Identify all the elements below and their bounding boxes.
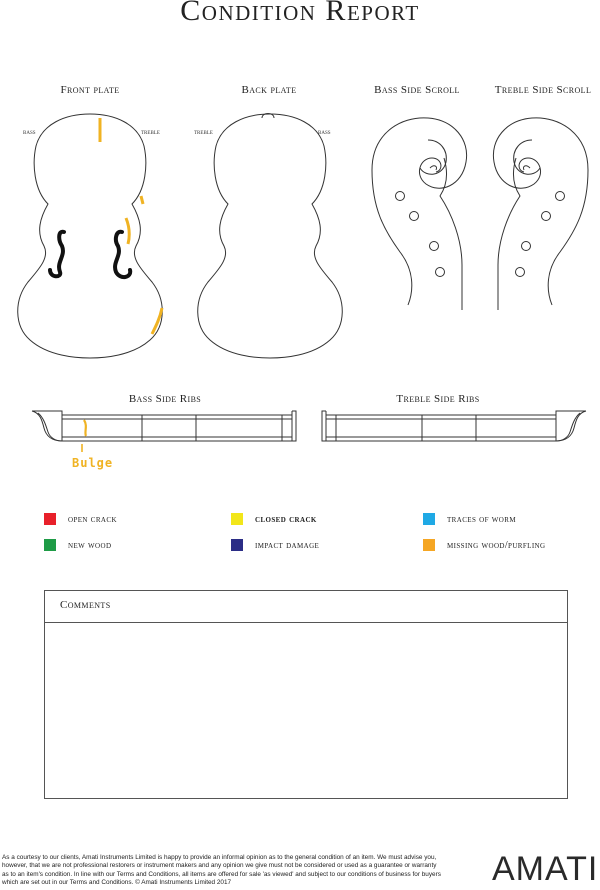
bulge-marker <box>84 420 86 436</box>
bass-side-ribs-label: Bass Side Ribs <box>128 393 202 405</box>
back-plate-outline <box>198 114 343 359</box>
legend-swatch-impact-damage <box>231 539 243 551</box>
back-bass-label: bass <box>318 128 331 136</box>
legend-swatch-missing-wood <box>423 539 435 551</box>
crack-marker-cbout <box>141 196 143 204</box>
treble-side-scroll-label: Treble Side Scroll <box>494 84 592 96</box>
crack-marker-lower <box>152 308 162 334</box>
legend-label: traces of worm <box>447 513 516 525</box>
treble-side-ribs-label: Treble Side Ribs <box>396 393 480 405</box>
treble-side-ribs <box>322 411 586 441</box>
legend-label: missing wood/purfling <box>447 539 546 551</box>
front-plate-label: Front plate <box>60 84 120 96</box>
front-bass-label: bass <box>23 128 36 136</box>
amati-logo: AMATI <box>492 850 599 888</box>
legend-item <box>44 538 111 552</box>
bass-side-ribs <box>32 411 296 452</box>
legend-item <box>44 512 117 526</box>
legend-label: open crack <box>68 513 117 525</box>
disclaimer-text: As a courtesy to our clients, Amati Instruments Limited is happy to provide an informal opinion as to the general condition of an item. We must advise you, however, that we are not professional restorers or instrument makers and any opinion we give must not be considered or used as a guarantee or warranty as to an item's condition. In line with our Terms and Conditions, all items are offered for sale 'as viewed' and subject to our conditions of business for buyers which are set out in our Terms and Conditions. © Amati Instruments Limited 2017 <box>2 854 441 886</box>
back-plate-label: Back plate <box>241 84 297 96</box>
legend-item <box>423 538 545 552</box>
legend-item <box>231 512 317 526</box>
legend-label: closed crack <box>255 513 317 525</box>
comments-field[interactable] <box>45 623 567 798</box>
bass-side-scroll-label: Bass Side Scroll <box>374 84 460 96</box>
legend-swatch-closed-crack <box>231 513 243 525</box>
legend-label: impact damage <box>255 539 320 551</box>
crack-marker-waist <box>126 218 129 244</box>
comments-heading: Comments <box>45 591 567 623</box>
back-treble-label: treble <box>194 128 213 136</box>
legend-item <box>423 512 516 526</box>
f-hole-left <box>50 232 64 277</box>
legend-swatch-new-wood <box>44 539 56 551</box>
bass-side-scroll <box>372 118 467 310</box>
comments-box <box>44 590 568 799</box>
page-title: Condition Report <box>180 0 420 27</box>
front-treble-label: treble <box>141 128 160 136</box>
legend-swatch-open-crack <box>44 513 56 525</box>
bulge-annotation: Bulge <box>72 456 114 470</box>
legend-swatch-traces-of-worm <box>423 513 435 525</box>
treble-side-scroll <box>493 118 588 310</box>
legend-label: new wood <box>68 539 112 551</box>
front-plate-outline <box>18 114 163 358</box>
legend-item <box>231 538 319 552</box>
